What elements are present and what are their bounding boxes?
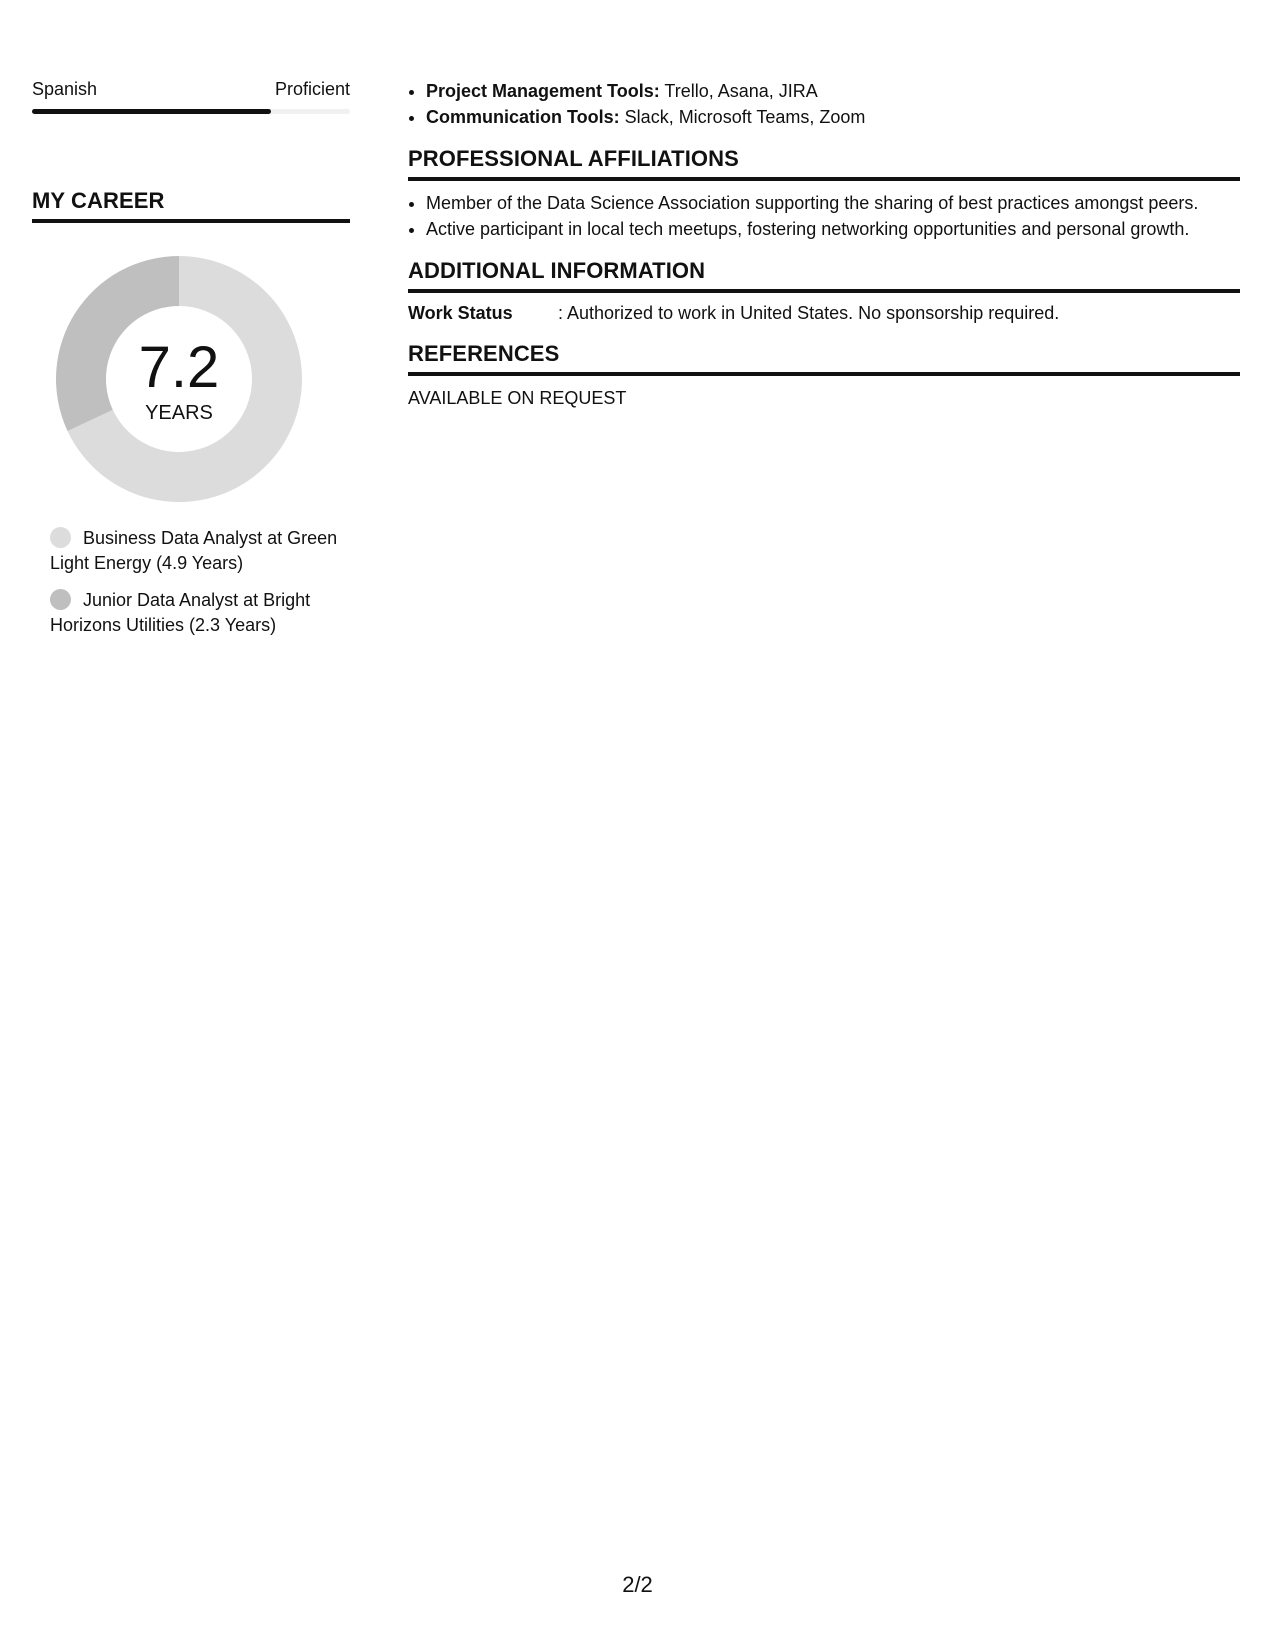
skills-list xyxy=(408,78,1240,130)
language-level: Proficient xyxy=(274,79,350,99)
references-section-title: REFERENCES xyxy=(408,341,1240,376)
page-number: 2/2 xyxy=(622,1572,653,1597)
career-legend xyxy=(50,526,340,638)
work-status-label: Work Status xyxy=(408,303,513,323)
legend-dot-icon xyxy=(50,589,71,610)
career-legend-item xyxy=(50,526,340,576)
left-column xyxy=(32,78,350,650)
language-name: Spanish xyxy=(32,79,98,99)
additional-info-section-title: ADDITIONAL INFORMATION xyxy=(408,258,1240,293)
legend-dot-icon xyxy=(50,527,71,548)
career-total-unit: YEARS xyxy=(145,402,213,424)
language-proficiency-bar xyxy=(32,109,350,114)
skill-label: Communication Tools: xyxy=(426,107,620,127)
skill-label: Project Management Tools: xyxy=(426,81,660,101)
affiliations-section-title: PROFESSIONAL AFFILIATIONS xyxy=(408,146,1240,181)
language-proficiency-fill xyxy=(32,109,271,114)
career-section-title: MY CAREER xyxy=(32,188,350,223)
work-status-row xyxy=(408,301,1240,325)
right-column xyxy=(408,78,1240,410)
career-legend-label: Business Data Analyst at Green Light Energy (4.9 Years) xyxy=(50,528,338,573)
career-legend-label: Junior Data Analyst at Bright Horizons Utilities (2.3 Years) xyxy=(50,590,311,635)
career-total-years: 7.2 xyxy=(138,335,220,400)
references-text: AVAILABLE ON REQUEST xyxy=(408,388,627,408)
work-status-value: : Authorized to work in United States. No sponsorship required. xyxy=(558,303,1060,323)
career-legend-item xyxy=(50,588,340,638)
affiliation-item: • Member of the Data Science Association supporting the sharing of best practices amongst peers. xyxy=(426,190,1240,216)
affiliation-item: • Active participant in local tech meetups, fostering networking opportunities and personal growth. xyxy=(426,216,1240,242)
skill-item xyxy=(426,104,1240,130)
language-item xyxy=(32,78,350,114)
skill-value: Slack, Microsoft Teams, Zoom xyxy=(619,107,866,127)
skill-value: Trello, Asana, JIRA xyxy=(659,81,818,101)
career-donut-chart xyxy=(56,256,302,502)
affiliations-list xyxy=(408,190,1240,242)
skill-item xyxy=(426,78,1240,104)
